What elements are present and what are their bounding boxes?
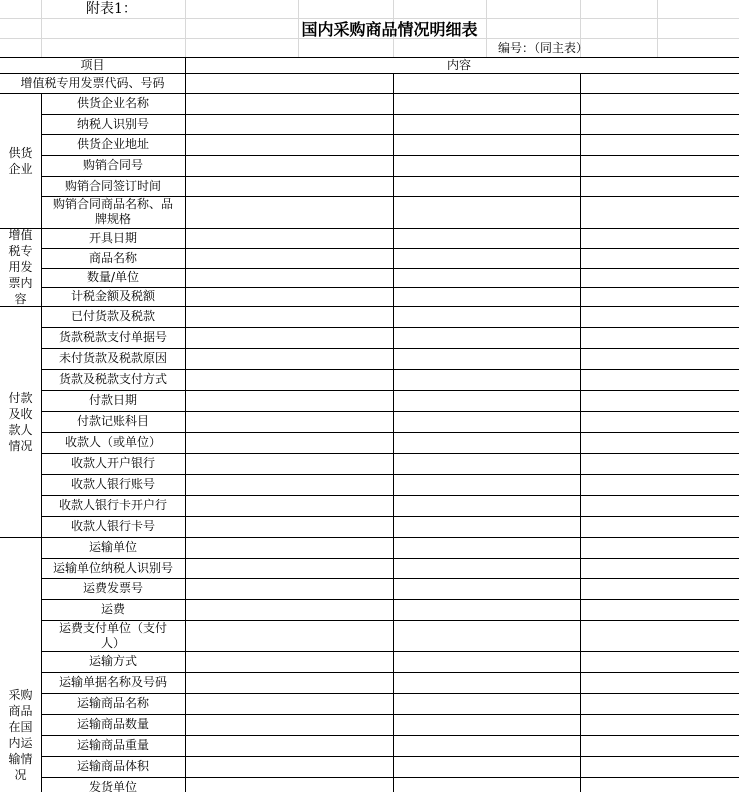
- page-title: 国内采购商品情况明细表: [301, 20, 478, 39]
- number-label: 编号：（同主表）: [498, 41, 589, 55]
- row-label: 供货企业名称: [76, 96, 149, 110]
- row-label: 数量/单位: [86, 270, 140, 284]
- row-label: 货款税款支付单据号: [58, 330, 167, 344]
- row-label: 计税金额及税额: [70, 289, 155, 303]
- header-content: 内容: [447, 58, 472, 72]
- header-item: 项目: [80, 58, 105, 72]
- row-label: 付款日期: [88, 393, 137, 407]
- row-label: 运费发票号: [82, 581, 143, 595]
- row-label: 收款人开户银行: [70, 456, 155, 470]
- row-label: 运费支付单位（支付 人）: [58, 620, 167, 650]
- row-label: 购销合同签订时间: [64, 178, 161, 193]
- group-label: 采购 商品 在国 内运 输情 况: [8, 688, 33, 782]
- row-label: 收款人银行卡号: [70, 519, 155, 533]
- group-label: 增值 税专 用发 票内 容: [8, 228, 33, 306]
- row-label: 运输单位纳税人识别号: [52, 560, 173, 575]
- row-label: 收款人银行账号: [70, 477, 155, 491]
- row-label: 商品名称: [88, 250, 137, 265]
- row-label: 纳税人识别号: [76, 116, 149, 131]
- gridline-v: [41, 0, 42, 58]
- border-v: [185, 57, 186, 792]
- row-label: 发货单位: [88, 780, 137, 792]
- border-v: [580, 73, 581, 792]
- row-label: 运输商品体积: [76, 759, 149, 773]
- row-label: 运输商品数量: [76, 717, 149, 731]
- row-label: 收款人银行卡开户行: [58, 498, 167, 512]
- row-label: 收款人（或单位）: [64, 435, 161, 449]
- attachment-label: 附表1：: [86, 1, 137, 17]
- row-label: 购销合同号: [82, 158, 143, 172]
- row-label: 已付货款及税款: [70, 309, 155, 323]
- row-label: 运输商品名称: [76, 696, 149, 710]
- row-label: 未付货款及税款原因: [58, 351, 167, 365]
- row-label: 购销合同商品名称、品 牌规格: [52, 197, 173, 226]
- invoice-code-label: 增值税专用发票代码、号码: [20, 75, 165, 90]
- row-label: 运输商品重量: [76, 738, 149, 752]
- row-label: 运输单据名称及号码: [58, 675, 167, 689]
- row-label: 开具日期: [88, 230, 137, 245]
- row-label: 运输方式: [88, 654, 137, 668]
- gridline-v: [657, 0, 658, 58]
- row-label: 运输单位: [88, 540, 137, 554]
- border-v: [393, 73, 394, 792]
- row-label: 供货企业地址: [76, 137, 149, 151]
- group-label: 供货 企业: [8, 145, 33, 176]
- group-label: 付款 及收 款人 情况: [8, 390, 33, 453]
- row-label: 运费: [100, 602, 125, 616]
- row-label: 付款记账科目: [76, 414, 149, 428]
- row-label: 货款及税款支付方式: [58, 372, 167, 386]
